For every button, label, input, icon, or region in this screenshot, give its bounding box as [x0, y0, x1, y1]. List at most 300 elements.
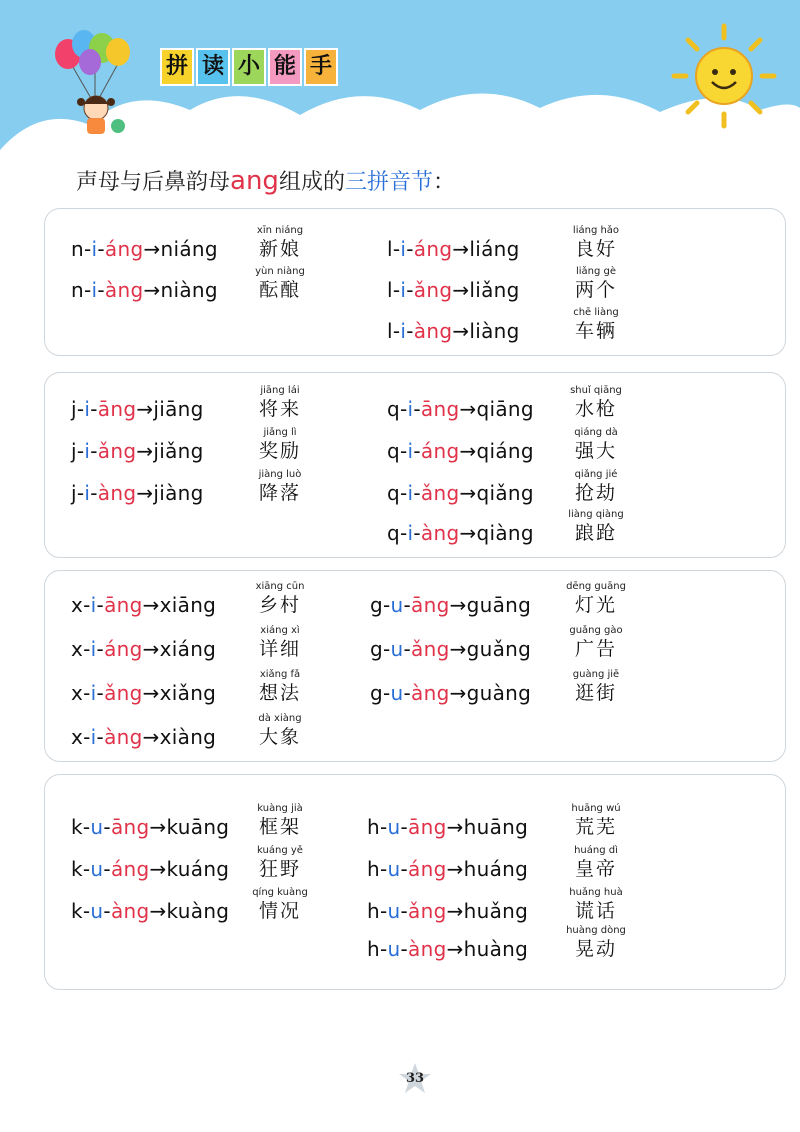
initial-consonant: g: [370, 681, 383, 705]
word-pinyin: xiáng xì: [260, 625, 300, 636]
hyphen: -: [103, 857, 111, 881]
initial-consonant: j: [71, 481, 77, 505]
arrow-icon: →: [142, 637, 160, 661]
word-hanzi: 降落: [258, 482, 301, 504]
syllable-result: qiáng: [476, 439, 534, 463]
medial-vowel: i: [400, 278, 407, 302]
syllable-result: qiāng: [476, 397, 534, 421]
medial-vowel: i: [91, 237, 98, 261]
spelling-formula: [71, 439, 204, 463]
hyphen: -: [83, 237, 92, 261]
initial-consonant: h: [367, 937, 380, 961]
word-pinyin: dēng guāng: [566, 581, 626, 592]
final-rhyme: àng: [420, 521, 460, 545]
title-char: 读: [196, 48, 230, 86]
spelling-formula: [387, 481, 534, 505]
spelling-formula: [387, 521, 534, 545]
arrow-icon: →: [446, 899, 464, 923]
syllable-row: [367, 937, 528, 961]
word-hanzi: 良好: [574, 238, 617, 260]
spelling-formula: [387, 319, 520, 343]
syllable-row: [370, 593, 531, 617]
word-hanzi: 框架: [258, 816, 301, 838]
final-rhyme: āng: [97, 397, 137, 421]
hyphen: -: [83, 637, 91, 661]
arrow-icon: →: [142, 725, 160, 749]
page-number: [398, 1062, 432, 1096]
word-hanzi: 新娘: [258, 238, 301, 260]
initial-consonant: h: [367, 857, 380, 881]
hyphen: -: [400, 481, 408, 505]
initial-consonant: k: [71, 899, 83, 923]
spelling-formula: [71, 397, 204, 421]
word-hanzi: 皇帝: [574, 858, 617, 880]
syllable-row: [367, 815, 528, 839]
arrow-icon: →: [142, 593, 160, 617]
hyphen: -: [413, 397, 421, 421]
syllable-result: jiàng: [153, 481, 204, 505]
initial-consonant: q: [387, 481, 400, 505]
hyphen: -: [379, 815, 388, 839]
medial-vowel: u: [387, 815, 401, 839]
syllable-result: xiàng: [159, 725, 217, 749]
word-pinyin: huǎng huà: [569, 887, 623, 898]
hyphen: -: [400, 439, 408, 463]
header-title: [160, 48, 338, 86]
word-pinyin: jiàng luò: [258, 469, 302, 480]
word-hanzi: 广告: [574, 638, 617, 660]
spelling-formula: [71, 725, 216, 749]
hyphen: -: [96, 681, 105, 705]
initial-consonant: g: [370, 593, 383, 617]
word-pinyin: dà xiàng: [258, 713, 302, 724]
syllable-result: kuàng: [166, 899, 230, 923]
example-word: [561, 887, 631, 923]
word-hanzi: 车辆: [574, 320, 617, 342]
sun-icon: [668, 20, 780, 132]
initial-consonant: j: [71, 397, 77, 421]
word-hanzi: 踉跄: [574, 522, 617, 544]
word-pinyin: shuǐ qiāng: [570, 385, 622, 396]
subtitle-final: ang: [230, 166, 279, 196]
hyphen: -: [400, 815, 409, 839]
initial-consonant: q: [387, 439, 400, 463]
example-word: [561, 581, 631, 617]
medial-vowel: u: [390, 681, 404, 705]
hyphen: -: [76, 397, 85, 421]
syllable-result: kuáng: [166, 857, 230, 881]
final-rhyme: àng: [104, 278, 144, 302]
initial-consonant: h: [367, 899, 380, 923]
initial-consonant: q: [387, 521, 400, 545]
spelling-formula: [71, 681, 216, 705]
syllable-row: [387, 481, 534, 505]
arrow-icon: →: [452, 237, 470, 261]
example-word: [245, 385, 315, 421]
word-pinyin: liáng hǎo: [572, 225, 620, 236]
syllable-row: [71, 725, 216, 749]
final-rhyme: àng: [413, 319, 453, 343]
hyphen: -: [406, 319, 414, 343]
arrow-icon: →: [452, 278, 470, 302]
hyphen: -: [76, 481, 85, 505]
word-pinyin: xīn niáng: [256, 225, 304, 236]
hyphen: -: [406, 237, 414, 261]
hyphen: -: [82, 899, 91, 923]
example-word: [561, 845, 631, 881]
hyphen: -: [90, 481, 98, 505]
syllable-result: jiāng: [153, 397, 204, 421]
syllable-result: niáng: [160, 237, 218, 261]
hyphen: -: [379, 857, 388, 881]
word-hanzi: 奖励: [258, 440, 301, 462]
medial-vowel: i: [84, 397, 91, 421]
example-word: [245, 266, 315, 302]
syllable-result: niàng: [160, 278, 218, 302]
syllable-result: huǎng: [463, 899, 529, 923]
syllable-result: kuāng: [166, 815, 230, 839]
spelling-formula: [387, 397, 534, 421]
final-rhyme: áng: [110, 857, 150, 881]
medial-vowel: i: [91, 278, 98, 302]
hyphen: -: [400, 397, 408, 421]
hyphen: -: [76, 439, 85, 463]
word-pinyin: xiǎng fǎ: [259, 669, 301, 680]
final-rhyme: āng: [110, 815, 150, 839]
syllable-result: liǎng: [469, 278, 520, 302]
hyphen: -: [97, 278, 105, 302]
spelling-formula: [367, 815, 528, 839]
syllable-row: [71, 593, 216, 617]
example-word: [561, 307, 631, 343]
final-rhyme: āng: [411, 593, 450, 617]
word-hanzi: 情况: [258, 900, 301, 922]
initial-consonant: k: [71, 815, 83, 839]
hyphen: -: [96, 637, 105, 661]
syllable-row: [71, 397, 204, 421]
initial-consonant: l: [387, 237, 393, 261]
hyphen: -: [96, 593, 105, 617]
arrow-icon: →: [459, 481, 477, 505]
arrow-icon: →: [143, 237, 161, 261]
final-rhyme: áng: [420, 439, 460, 463]
medial-vowel: i: [400, 319, 407, 343]
word-hanzi: 荒芜: [574, 816, 617, 838]
spelling-formula: [387, 278, 520, 302]
syllable-row: [370, 681, 531, 705]
initial-consonant: j: [71, 439, 77, 463]
medial-vowel: u: [390, 593, 404, 617]
medial-vowel: i: [90, 681, 97, 705]
word-pinyin: xiāng cūn: [255, 581, 305, 592]
medial-vowel: i: [90, 725, 97, 749]
arrow-icon: →: [452, 319, 470, 343]
syllable-group-box: [44, 208, 786, 356]
syllable-result: xiǎng: [159, 681, 217, 705]
medial-vowel: u: [390, 637, 404, 661]
arrow-icon: →: [446, 857, 464, 881]
example-word: [561, 385, 631, 421]
syllable-row: [387, 278, 520, 302]
syllable-row: [71, 815, 229, 839]
word-pinyin: jiǎng lì: [263, 427, 297, 438]
medial-vowel: i: [90, 593, 97, 617]
medial-vowel: i: [84, 481, 91, 505]
example-word: [561, 266, 631, 302]
initial-consonant: h: [367, 815, 380, 839]
hyphen: -: [82, 815, 91, 839]
initial-consonant: l: [387, 278, 393, 302]
word-hanzi: 乡村: [258, 594, 301, 616]
example-word: [245, 469, 315, 505]
word-pinyin: jiāng lái: [260, 385, 300, 396]
arrow-icon: →: [459, 397, 477, 421]
final-rhyme: āng: [408, 815, 447, 839]
example-word: [561, 625, 631, 661]
arrow-icon: →: [136, 481, 154, 505]
title-char: 小: [232, 48, 266, 86]
arrow-icon: →: [459, 439, 477, 463]
syllable-group-box: [44, 372, 786, 558]
example-word: [561, 469, 631, 505]
title-char: 能: [268, 48, 302, 86]
spelling-formula: [71, 237, 218, 261]
word-hanzi: 狂野: [258, 858, 301, 880]
word-hanzi: 详细: [258, 638, 301, 660]
final-rhyme: àng: [97, 481, 137, 505]
page-number-text: 33: [405, 1071, 425, 1086]
final-rhyme: ǎng: [411, 637, 450, 661]
hyphen: -: [400, 899, 409, 923]
hyphen: -: [400, 857, 409, 881]
syllable-row: [367, 857, 528, 881]
word-hanzi: 抢劫: [574, 482, 617, 504]
final-rhyme: àng: [110, 899, 150, 923]
example-word: [245, 713, 315, 749]
word-hanzi: 强大: [574, 440, 617, 462]
medial-vowel: u: [90, 899, 104, 923]
word-pinyin: kuáng yě: [257, 845, 303, 856]
medial-vowel: i: [407, 481, 414, 505]
word-hanzi: 想法: [258, 682, 301, 704]
initial-consonant: x: [71, 637, 84, 661]
syllable-result: qiǎng: [476, 481, 534, 505]
example-word: [561, 509, 631, 545]
syllable-result: huáng: [463, 857, 529, 881]
initial-consonant: x: [71, 681, 84, 705]
example-word: [245, 581, 315, 617]
syllable-row: [71, 481, 204, 505]
medial-vowel: u: [387, 937, 401, 961]
word-pinyin: qiǎng jié: [574, 469, 618, 480]
word-hanzi: 将来: [258, 398, 301, 420]
hyphen: -: [82, 857, 91, 881]
arrow-icon: →: [143, 278, 161, 302]
syllable-result: guàng: [466, 681, 532, 705]
word-pinyin: guàng jiē: [572, 669, 620, 680]
syllable-row: [370, 637, 531, 661]
example-word: [561, 427, 631, 463]
final-rhyme: áng: [408, 857, 447, 881]
word-hanzi: 晃动: [574, 938, 617, 960]
hyphen: -: [413, 439, 421, 463]
hyphen: -: [96, 725, 105, 749]
initial-consonant: l: [387, 319, 393, 343]
spelling-formula: [367, 899, 528, 923]
syllable-row: [387, 397, 534, 421]
arrow-icon: →: [136, 439, 154, 463]
example-word: [245, 625, 315, 661]
syllable-result: xiáng: [159, 637, 217, 661]
section-subtitle: [76, 165, 455, 196]
spelling-formula: [387, 237, 520, 261]
hyphen: -: [392, 278, 401, 302]
initial-consonant: n: [71, 237, 84, 261]
arrow-icon: →: [449, 593, 467, 617]
spelling-formula: [367, 937, 528, 961]
word-pinyin: liǎng gè: [575, 266, 617, 277]
hyphen: -: [403, 593, 412, 617]
word-hanzi: 水枪: [574, 398, 617, 420]
final-rhyme: áng: [104, 237, 144, 261]
word-pinyin: liàng qiàng: [568, 509, 624, 520]
word-pinyin: chē liàng: [573, 307, 619, 318]
medial-vowel: i: [84, 439, 91, 463]
hyphen: -: [403, 637, 412, 661]
word-hanzi: 两个: [574, 279, 617, 301]
spelling-formula: [370, 593, 531, 617]
subtitle-highlight: 三拼音节: [344, 170, 433, 195]
hyphen: -: [83, 725, 91, 749]
spelling-formula: [71, 481, 204, 505]
example-word: [561, 803, 631, 839]
hyphen: -: [90, 397, 98, 421]
syllable-row: [71, 637, 216, 661]
example-word: [245, 427, 315, 463]
initial-consonant: x: [71, 593, 84, 617]
example-word: [561, 225, 631, 261]
syllable-row: [71, 857, 229, 881]
spelling-formula: [71, 899, 229, 923]
title-char: 手: [304, 48, 338, 86]
hyphen: -: [400, 937, 409, 961]
final-rhyme: àng: [408, 937, 447, 961]
hyphen: -: [406, 278, 414, 302]
word-pinyin: qiáng dà: [574, 427, 618, 438]
word-pinyin: qíng kuàng: [252, 887, 308, 898]
final-rhyme: àng: [411, 681, 450, 705]
final-rhyme: ǎng: [97, 439, 137, 463]
syllable-group-box: [44, 774, 786, 990]
example-word: [245, 845, 315, 881]
final-rhyme: ǎng: [408, 899, 447, 923]
medial-vowel: u: [90, 815, 104, 839]
word-pinyin: huāng wú: [571, 803, 621, 814]
hyphen: -: [90, 439, 98, 463]
syllable-result: liáng: [469, 237, 520, 261]
arrow-icon: →: [446, 937, 464, 961]
hyphen: -: [83, 593, 91, 617]
example-word: [561, 669, 631, 705]
medial-vowel: i: [407, 397, 414, 421]
initial-consonant: q: [387, 397, 400, 421]
final-rhyme: áng: [104, 637, 143, 661]
word-hanzi: 逛街: [574, 682, 617, 704]
word-pinyin: guǎng gào: [569, 625, 623, 636]
example-word: [245, 803, 315, 839]
hyphen: -: [392, 319, 401, 343]
final-rhyme: àng: [104, 725, 143, 749]
spelling-formula: [71, 637, 216, 661]
arrow-icon: →: [446, 815, 464, 839]
syllable-row: [71, 278, 218, 302]
arrow-icon: →: [142, 681, 160, 705]
hyphen: -: [400, 521, 408, 545]
arrow-icon: →: [449, 637, 467, 661]
spelling-formula: [71, 857, 229, 881]
word-hanzi: 灯光: [574, 594, 617, 616]
syllable-result: guǎng: [466, 637, 532, 661]
syllable-row: [71, 899, 229, 923]
arrow-icon: →: [149, 815, 167, 839]
hyphen: -: [383, 593, 391, 617]
medial-vowel: i: [407, 521, 414, 545]
final-rhyme: āng: [420, 397, 460, 421]
word-pinyin: yùn niàng: [255, 266, 305, 277]
syllable-row: [71, 237, 218, 261]
syllable-row: [387, 319, 520, 343]
hyphen: -: [83, 278, 92, 302]
word-hanzi: 酝酿: [258, 279, 301, 301]
hyphen: -: [97, 237, 105, 261]
hyphen: -: [103, 899, 111, 923]
spelling-formula: [370, 637, 531, 661]
syllable-result: xiāng: [159, 593, 217, 617]
spelling-formula: [71, 278, 218, 302]
word-pinyin: huáng dì: [574, 845, 618, 856]
arrow-icon: →: [449, 681, 467, 705]
medial-vowel: i: [90, 637, 97, 661]
hyphen: -: [413, 481, 421, 505]
initial-consonant: n: [71, 278, 84, 302]
final-rhyme: āng: [104, 593, 143, 617]
syllable-result: qiàng: [476, 521, 534, 545]
hyphen: -: [403, 681, 412, 705]
title-char: 拼: [160, 48, 194, 86]
hyphen: -: [413, 521, 421, 545]
syllable-group-box: [44, 570, 786, 762]
example-word: [561, 925, 631, 961]
final-rhyme: áng: [413, 237, 453, 261]
hyphen: -: [383, 637, 391, 661]
medial-vowel: u: [90, 857, 104, 881]
word-pinyin: huàng dòng: [566, 925, 626, 936]
word-hanzi: 谎话: [574, 900, 617, 922]
subtitle-text: 声母与后鼻韵母: [76, 170, 231, 195]
word-pinyin: kuàng jià: [257, 803, 303, 814]
arrow-icon: →: [459, 521, 477, 545]
medial-vowel: u: [387, 899, 401, 923]
example-word: [245, 669, 315, 705]
arrow-icon: →: [149, 857, 167, 881]
syllable-result: jiǎng: [153, 439, 204, 463]
hyphen: -: [379, 937, 388, 961]
syllable-result: huāng: [463, 815, 529, 839]
medial-vowel: i: [407, 439, 414, 463]
final-rhyme: ǎng: [104, 681, 143, 705]
final-rhyme: ǎng: [420, 481, 460, 505]
medial-vowel: i: [400, 237, 407, 261]
